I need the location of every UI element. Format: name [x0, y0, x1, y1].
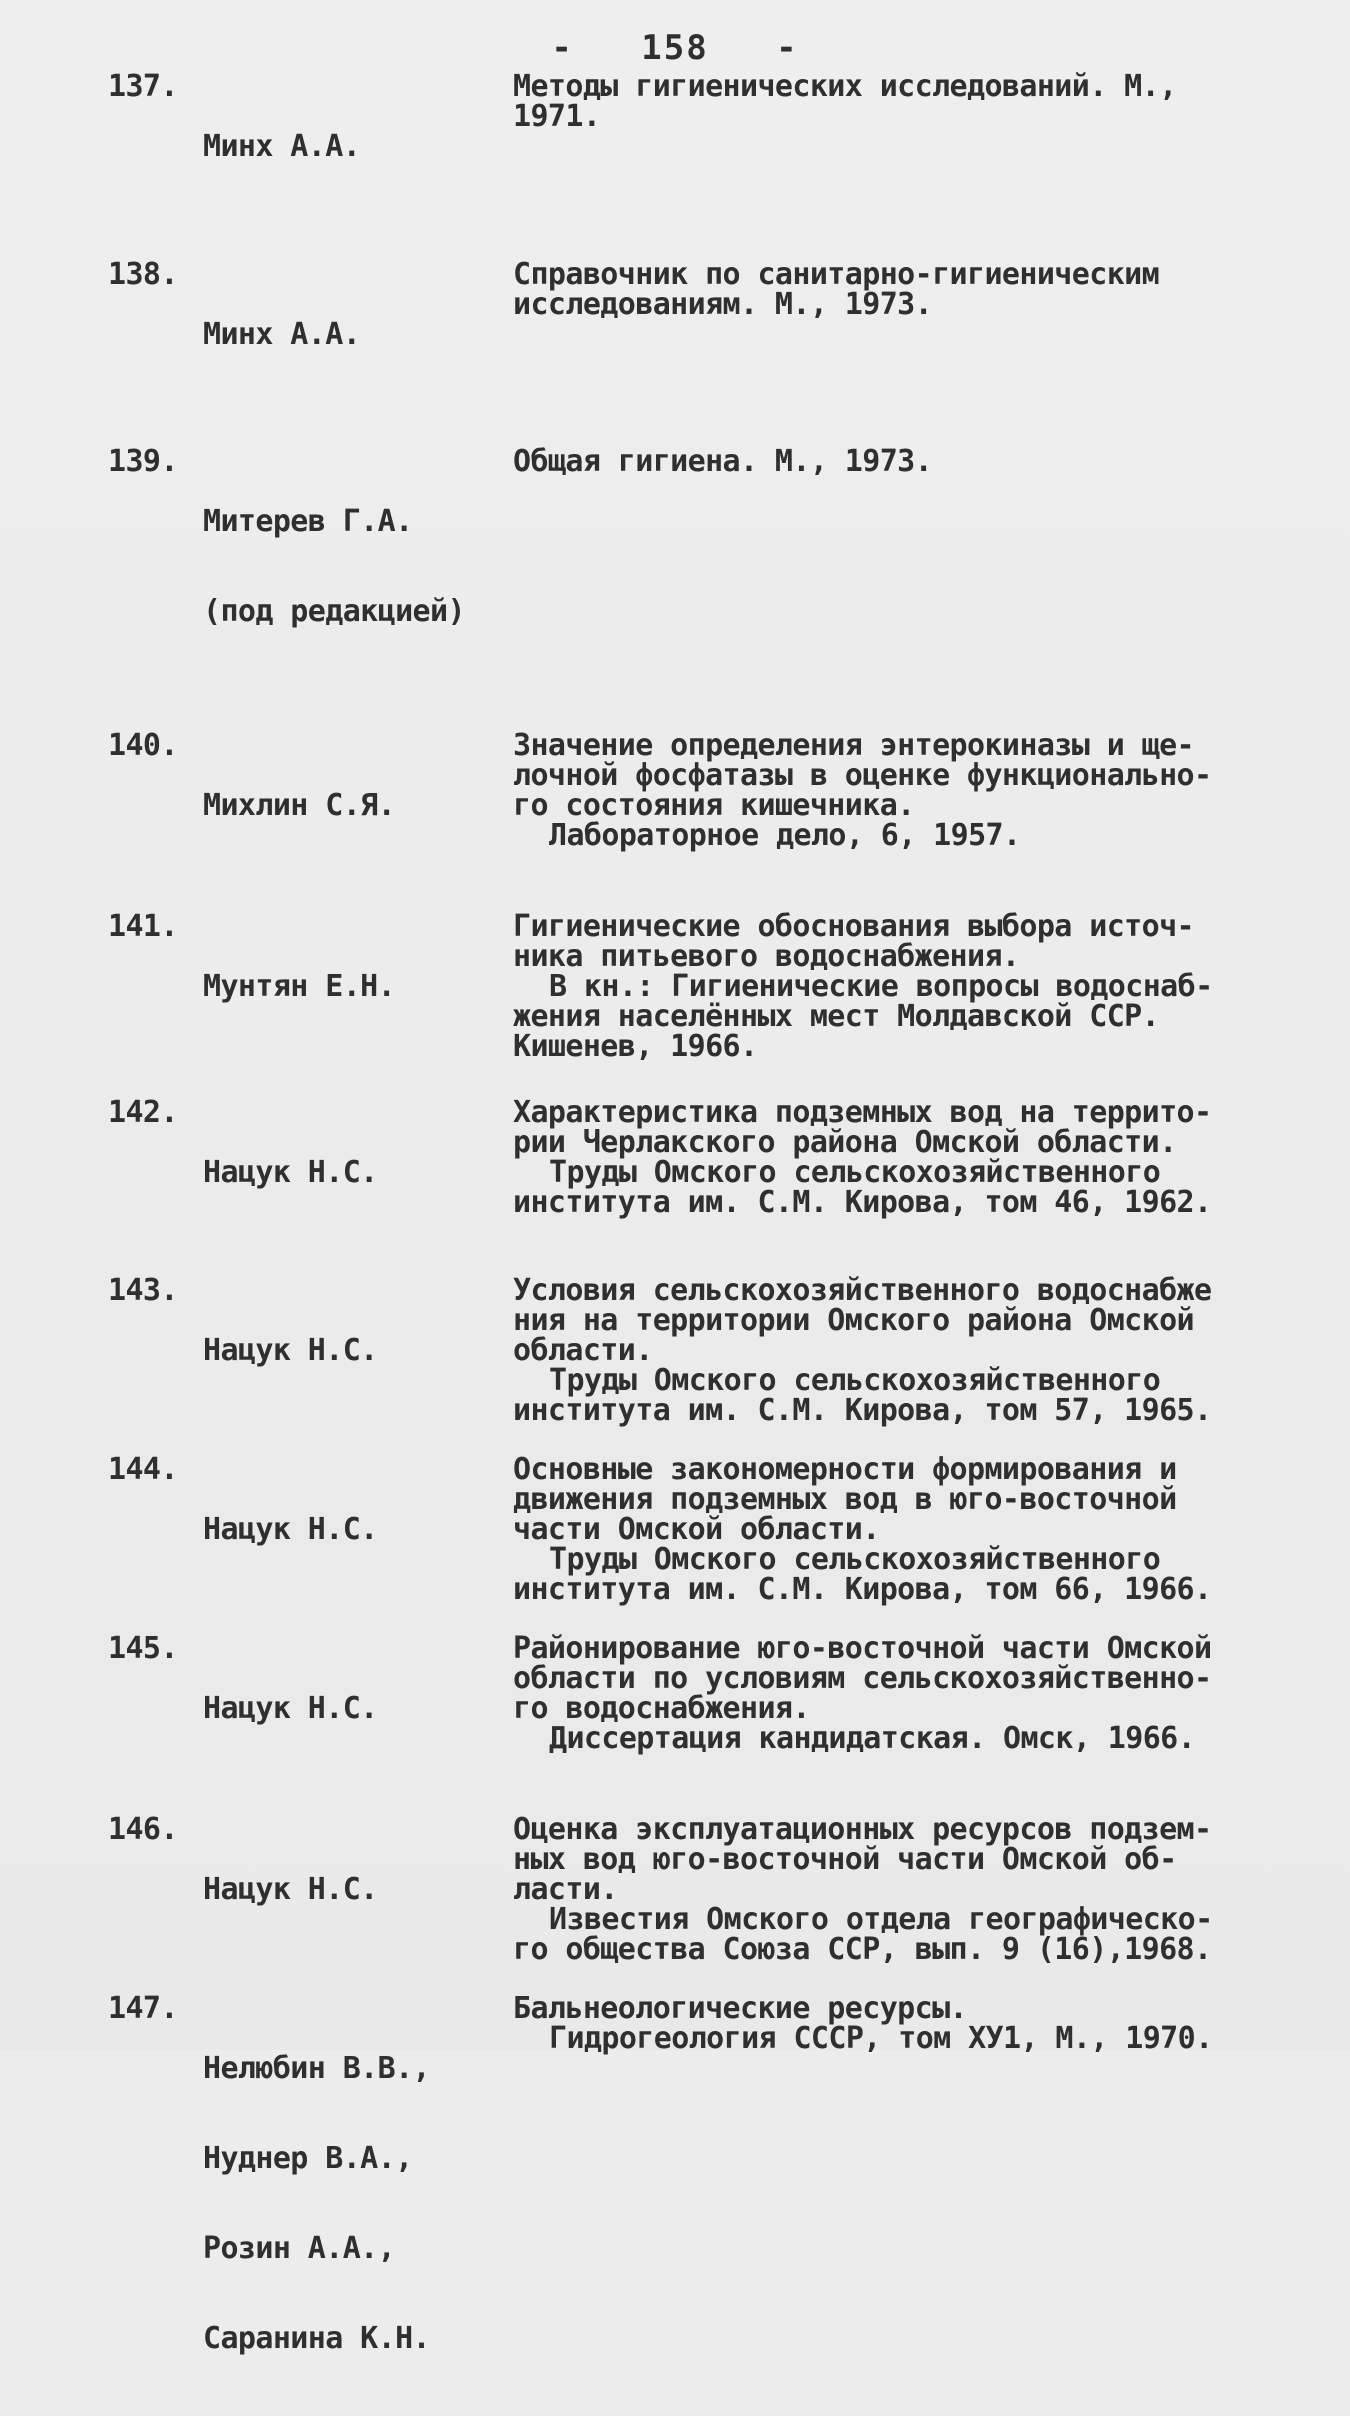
- entry-authors: [203, 731, 513, 881]
- entry-authors: [203, 912, 513, 1062]
- bibliography-entry: [108, 1631, 1248, 1784]
- bibliography-entry: [108, 909, 1248, 1064]
- title-line: Оценка эксплуатационных ресурсов подзем-: [513, 1812, 1212, 1847]
- bibliography-entry: [108, 1452, 1248, 1607]
- bibliography-entry: [108, 444, 1248, 687]
- title-line: ласти.: [513, 1872, 618, 1907]
- entry-work: [513, 909, 1248, 1064]
- author-line: Митерев Г.А.: [203, 504, 413, 539]
- entry-authors: [203, 72, 513, 222]
- entry-work: [513, 1452, 1248, 1607]
- source-line: Труды Омского сельскохозяйственного: [549, 1542, 1161, 1577]
- entry-number: 142.: [108, 1095, 178, 1130]
- title-line: ния на территории Омского района Омской: [513, 1303, 1194, 1338]
- title-line: Общая гигиена. М., 1973.: [513, 444, 933, 479]
- author-line: Нацук Н.С.: [203, 1691, 378, 1726]
- title-line: области по условиям сельскохозяйственно-: [513, 1661, 1212, 1696]
- source-line: В кн.: Гигиенические вопросы водоснаб-: [549, 969, 1213, 1004]
- title-line: части Омской области.: [513, 1512, 880, 1547]
- title-line: рии Черлакского района Омской области.: [513, 1125, 1177, 1160]
- entry-authors: [203, 1634, 513, 1784]
- bibliography-entry: [108, 1273, 1248, 1428]
- entry-number: 138.: [108, 257, 178, 292]
- entry-number: 137.: [108, 69, 178, 104]
- entry-work: [513, 257, 1248, 322]
- entry-authors: [203, 447, 513, 687]
- bibliography-entry: [108, 728, 1248, 881]
- bibliography-list: [108, 69, 1248, 2414]
- bibliography-entry: [108, 69, 1248, 222]
- entry-work: [513, 728, 1248, 853]
- entry-authors: [203, 1455, 513, 1605]
- entry-work: [513, 444, 1248, 479]
- author-line: Нацук Н.С.: [203, 1512, 378, 1547]
- author-line: Саранина К.Н.: [203, 2321, 430, 2356]
- title-line: области.: [513, 1333, 653, 1368]
- entry-authors: [203, 1098, 513, 1248]
- bibliography-entry: [108, 1812, 1248, 1967]
- title-line: ных вод юго-восточной части Омской об-: [513, 1842, 1177, 1877]
- entry-authors: [203, 1815, 513, 1965]
- source-line: Труды Омского сельскохозяйственного: [549, 1363, 1161, 1398]
- source-line: Лабораторное дело, 6, 1957.: [549, 818, 1021, 853]
- entry-work: [513, 1991, 1248, 2056]
- entry-authors: [203, 1276, 513, 1426]
- source-line: института им. С.М. Кирова, том 46, 1962.: [513, 1185, 1212, 1220]
- title-line: движения подземных вод в юго-восточной: [513, 1482, 1177, 1517]
- author-line: Нацук Н.С.: [203, 1872, 378, 1907]
- title-line: Районирование юго-восточной части Омской: [513, 1631, 1212, 1666]
- source-line: института им. С.М. Кирова, том 57, 1965.: [513, 1393, 1212, 1428]
- source-line: го общества Союза ССР, вып. 9 (16),1968.: [513, 1932, 1212, 1967]
- page-number: - 158 -: [551, 28, 799, 68]
- source-line: Диссертация кандидатская. Омск, 1966.: [549, 1721, 1196, 1756]
- source-line: Известия Омского отдела географическо-: [549, 1902, 1213, 1937]
- title-line: лочной фосфатазы в оценке функционально-: [513, 758, 1212, 793]
- bibliography-entry: [108, 1991, 1248, 2414]
- entry-work: [513, 1273, 1248, 1428]
- source-line: института им. С.М. Кирова, том 66, 1966.: [513, 1572, 1212, 1607]
- entry-number: 147.: [108, 1991, 178, 2026]
- author-line: Нацук Н.С.: [203, 1333, 378, 1368]
- entry-work: [513, 1631, 1248, 1756]
- title-line: Справочник по санитарно-гигиеническим: [513, 257, 1160, 292]
- title-line: Гигиенические обоснования выбора источ-: [513, 909, 1194, 944]
- title-line: Бальнеологические ресурсы.: [513, 1991, 967, 2026]
- entry-number: 144.: [108, 1452, 178, 1487]
- author-line: Минх А.А.: [203, 129, 361, 164]
- author-line: Нацук Н.С.: [203, 1155, 378, 1190]
- source-line: Гидрогеология СССР, том ХУ1, М., 1970.: [549, 2021, 1213, 2056]
- title-line: Условия сельскохозяйственного водоснабже: [513, 1273, 1212, 1308]
- entry-work: [513, 1812, 1248, 1967]
- title-line: исследованиям. М., 1973.: [513, 287, 933, 322]
- source-line: Труды Омского сельскохозяйственного: [549, 1155, 1161, 1190]
- title-line: го состояния кишечника.: [513, 788, 915, 823]
- author-line: Мунтян Е.Н.: [203, 969, 396, 1004]
- source-line: жения населённых мест Молдавской ССР.: [513, 999, 1160, 1034]
- entry-number: 139.: [108, 444, 178, 479]
- entry-number: 143.: [108, 1273, 178, 1308]
- entry-number: 140.: [108, 728, 178, 763]
- source-line: Кишенев, 1966.: [513, 1029, 758, 1064]
- entry-number: 141.: [108, 909, 178, 944]
- author-line: Минх А.А.: [203, 317, 361, 352]
- title-line: 1971.: [513, 99, 601, 134]
- author-line: Нелюбин В.В.,: [203, 2051, 430, 2086]
- title-line: ника питьевого водоснабжения.: [513, 939, 1020, 974]
- author-line: (под редакцией): [203, 594, 465, 629]
- title-line: Значение определения энтерокиназы и ще-: [513, 728, 1194, 763]
- entry-work: [513, 69, 1248, 134]
- bibliography-entry: [108, 257, 1248, 410]
- bibliography-entry: [108, 1095, 1248, 1248]
- title-line: Характеристика подземных вод на террито-: [513, 1095, 1212, 1130]
- title-line: Основные закономерности формирования и: [513, 1452, 1177, 1487]
- author-line: Нуднер В.А.,: [203, 2141, 413, 2176]
- title-line: го водоснабжения.: [513, 1691, 810, 1726]
- entry-authors: [203, 1994, 513, 2414]
- entry-work: [513, 1095, 1248, 1220]
- author-line: Михлин С.Я.: [203, 788, 396, 823]
- entry-authors: [203, 260, 513, 410]
- entry-number: 146.: [108, 1812, 178, 1847]
- entry-number: 145.: [108, 1631, 178, 1666]
- title-line: Методы гигиенических исследований. М.,: [513, 69, 1177, 104]
- author-line: Розин А.А.,: [203, 2231, 396, 2266]
